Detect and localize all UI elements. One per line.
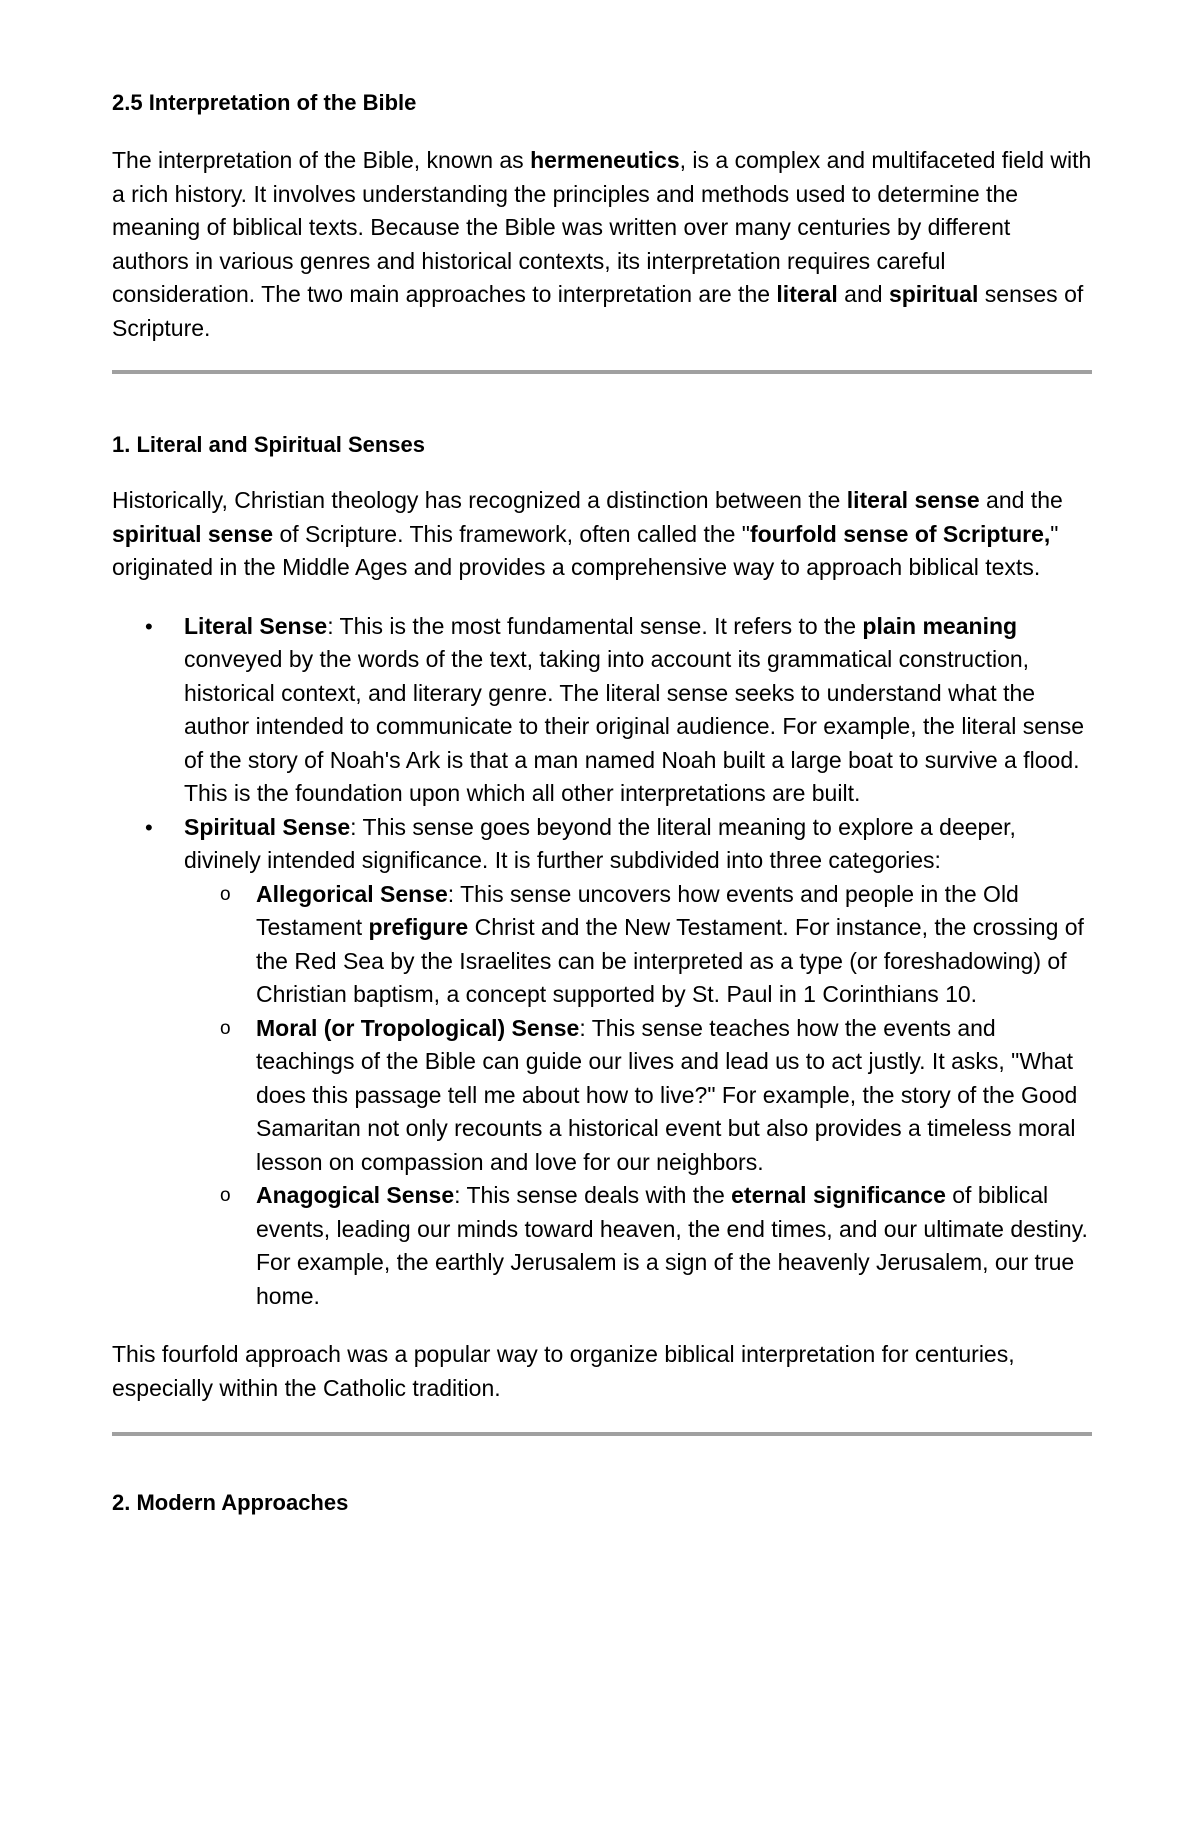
s1-text-2: and the bbox=[979, 487, 1063, 513]
list-item-literal-sense bbox=[112, 610, 1092, 811]
allegorical-bold-prefigure: prefigure bbox=[368, 914, 469, 940]
literal-text-1: : This is the most fundamental sense. It refers to the bbox=[327, 612, 863, 639]
s1-bold-fourfold: fourfold sense of Scripture, bbox=[749, 520, 1051, 547]
s1-bold-spiritual-sense: spiritual sense bbox=[112, 520, 274, 547]
literal-text-2: conveyed by the words of the text, taking into account its grammatical construction, historical context, and literary genre. The literal sense seeks to understand what the author intended to communicate to their original audience. For example, the literal sense of the story of Noah's Ark is that a man named Noah built a large boat to survive a flood. This is the foundation upon which all other interpretations are built. bbox=[184, 646, 1085, 806]
s1-text-4: " originated in the Middle Ages and provides a comprehensive way to approach biblical texts. bbox=[112, 520, 1059, 580]
section-2-heading: 2. Modern Approaches bbox=[112, 1490, 349, 1515]
list-item-spiritual-sense bbox=[112, 811, 1092, 1314]
intro-text-2: , is a complex and multifaceted field with a rich history. It involves understanding the principles and methods used to determine the meaning of biblical texts. Because the Bible was written over many centuries by different authors in various genres and historical contexts, its interpretation requires careful consideration. The two main approaches to interpretation are the bbox=[112, 147, 1092, 307]
sub-bullet-icon: o bbox=[220, 883, 231, 905]
s1-text-1: Historically, Christian theology has recognized a distinction between the bbox=[112, 487, 847, 513]
intro-bold-literal: literal bbox=[776, 281, 838, 307]
sub-bullet-icon: o bbox=[220, 1185, 231, 1206]
anagogical-sense-label: Anagogical Sense bbox=[256, 1182, 455, 1208]
moral-text-1: : This sense teaches how the events and teachings of the Bible can guide our lives and lead us to act justly. It asks, "What does this passage tell me about how to live?" For example, the story of the Good Samaritan not only recounts a historical event but also provides a timeless moral lesson on compassion and love for our neighbors. bbox=[256, 1014, 1078, 1175]
spiritual-text-1: : This sense goes beyond the literal meaning to explore a deeper, divinely intended significance. It is further subdivided into three categories: bbox=[184, 813, 1016, 873]
list-item-allegorical-sense bbox=[184, 878, 1092, 1012]
spiritual-sense-label: Spiritual Sense bbox=[184, 813, 351, 840]
spiritual-subsenses-list bbox=[184, 878, 1092, 1314]
page-title: 2.5 Interpretation of the Bible bbox=[112, 90, 417, 115]
intro-text-1: The interpretation of the Bible, known as bbox=[112, 147, 531, 173]
allegorical-text-1: : This sense uncovers how events and people in the Old Testament bbox=[256, 880, 1019, 940]
section-divider bbox=[112, 1432, 1092, 1436]
anagogical-text-2: of biblical events, leading our minds toward heaven, the end times, and our ultimate destiny. For example, the earthly Jerusalem is a sign of the heavenly Jerusalem, our true home. bbox=[256, 1182, 1088, 1309]
list-item-moral-sense bbox=[184, 1012, 1092, 1180]
s1-text-3: of Scripture. This framework, often called the " bbox=[273, 520, 750, 547]
section-1-heading: 1. Literal and Spiritual Senses bbox=[112, 432, 425, 457]
anagogical-bold-eternal-significance: eternal significance bbox=[731, 1182, 946, 1208]
literal-bold-plain-meaning: plain meaning bbox=[862, 612, 1018, 639]
anagogical-text-1: : This sense deals with the bbox=[454, 1182, 732, 1208]
section-1-closing: This fourfold approach was a popular way to organize biblical interpretation for centuries, especially within the Catholic tradition. bbox=[112, 1341, 1015, 1401]
intro-text-4: senses of Scripture. bbox=[112, 281, 1084, 341]
intro-paragraph bbox=[112, 144, 1092, 345]
allegorical-text-2: Christ and the New Testament. For instance, the crossing of the Red Sea by the Israelites can be interpreted as a type (or foreshadowing) of Christian baptism, a concept supported by St. Paul in 1 Corinthians 10. bbox=[256, 914, 1084, 1007]
intro-text-3: and bbox=[837, 281, 889, 307]
bullet-icon: • bbox=[145, 814, 153, 840]
intro-bold-spiritual: spiritual bbox=[888, 281, 979, 307]
section-1-intro bbox=[112, 484, 1092, 585]
list-item-anagogical-sense bbox=[184, 1179, 1092, 1313]
allegorical-sense-label: Allegorical Sense bbox=[256, 880, 448, 907]
section-divider bbox=[112, 370, 1092, 374]
sub-bullet-icon: o bbox=[220, 1017, 231, 1039]
senses-list bbox=[112, 610, 1092, 1314]
s1-bold-literal-sense: literal sense bbox=[846, 487, 980, 513]
literal-sense-label: Literal Sense bbox=[184, 612, 328, 639]
document-page bbox=[112, 86, 1092, 1519]
intro-bold-hermeneutics: hermeneutics bbox=[530, 147, 680, 173]
bullet-icon: • bbox=[145, 613, 153, 639]
moral-sense-label: Moral (or Tropological) Sense bbox=[256, 1014, 580, 1041]
